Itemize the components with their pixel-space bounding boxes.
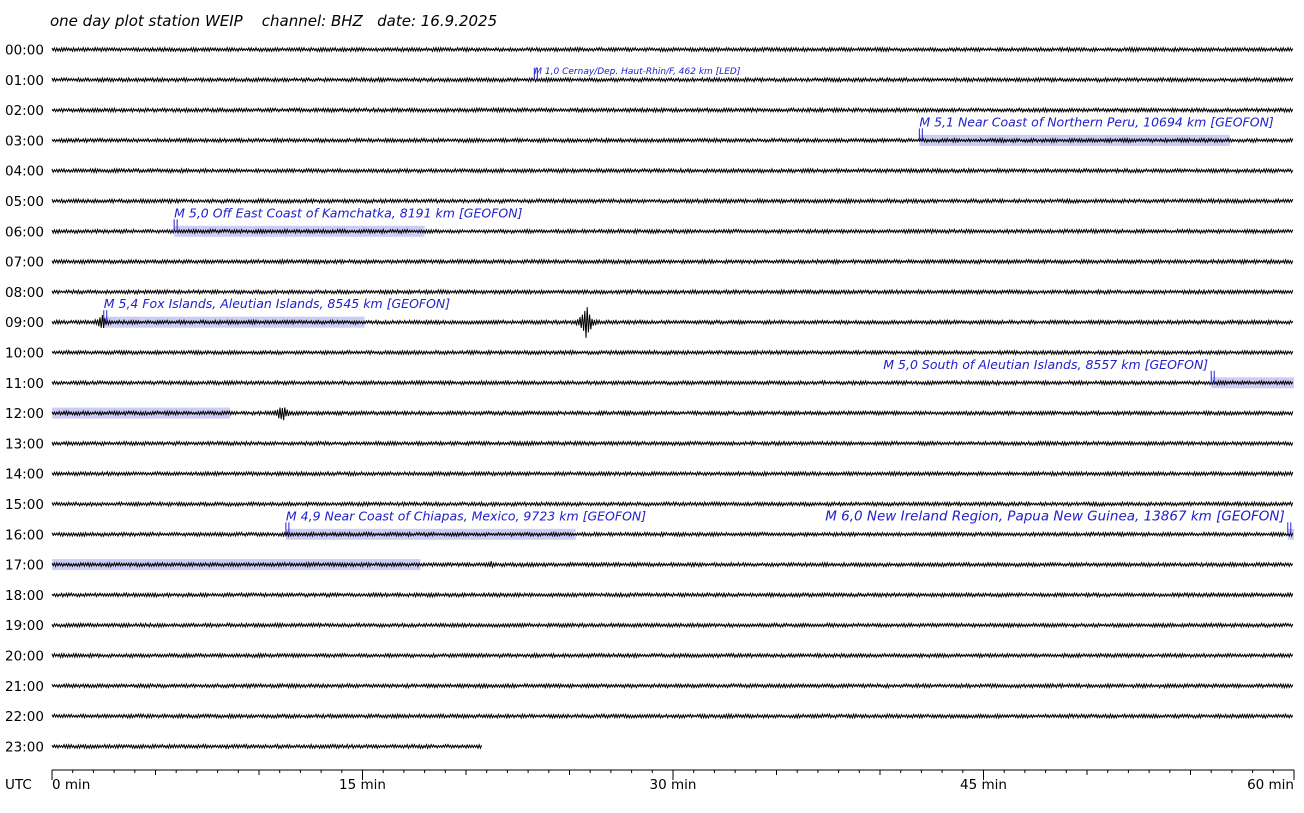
hour-label: 22:00 (5, 709, 44, 726)
traces (52, 48, 1293, 749)
event-label: M 5,0 Off East Coast of Kamchatka, 8191 km [GEOFON] (174, 205, 523, 221)
event-label: M 6,0 New Ireland Region, Papua New Guinea, 13867 km [GEOFON] (825, 508, 1285, 525)
hour-labels (5, 43, 44, 756)
hour-label: 07:00 (5, 254, 44, 271)
x-tick-label: 30 min (649, 777, 697, 793)
trace-2300 (52, 745, 482, 749)
trace-1300 (52, 442, 1293, 446)
utc-label: UTC (5, 777, 32, 793)
hour-label: 03:00 (5, 133, 44, 150)
trace-0100 (52, 78, 1293, 82)
hour-label: 18:00 (5, 587, 44, 604)
trace-1800 (52, 593, 1293, 597)
trace-0800 (52, 290, 1293, 294)
plot-title: one day plot station WEIP channel: BHZ date: 16.9.2025 (50, 12, 498, 30)
hour-label: 20:00 (5, 648, 44, 665)
hour-label: 16:00 (5, 527, 44, 544)
trace-0500 (52, 199, 1293, 203)
trace-2200 (52, 714, 1293, 718)
trace-0700 (52, 260, 1293, 264)
trace-0200 (52, 108, 1293, 112)
x-tick-label: 0 min (52, 777, 91, 793)
trace-1400 (52, 472, 1293, 476)
trace-1200 (52, 407, 1293, 420)
hour-label: 04:00 (5, 163, 44, 180)
trace-1600 (52, 532, 1293, 536)
trace-1500 (52, 502, 1293, 506)
trace-1900 (52, 623, 1293, 627)
hour-label: 12:00 (5, 406, 44, 423)
event-label: M 5,4 Fox Islands, Aleutian Islands, 8545 km [GEOFON] (103, 296, 451, 312)
x-tick-label: 45 min (960, 777, 1007, 793)
hour-label: 13:00 (5, 436, 44, 453)
x-tick-label: 15 min (339, 777, 386, 793)
hour-label: 23:00 (5, 739, 44, 756)
event-label: M 5,1 Near Coast of Northern Peru, 10694 km [GEOFON] (919, 114, 1274, 130)
hour-label: 01:00 (5, 72, 44, 89)
hour-label: 02:00 (5, 103, 44, 120)
hour-label: 09:00 (5, 315, 44, 332)
trace-0000 (52, 48, 1293, 52)
trace-2100 (52, 684, 1293, 688)
hour-label: 17:00 (5, 557, 44, 574)
hour-label: 00:00 (5, 42, 44, 59)
hour-label: 11:00 (5, 375, 44, 392)
hour-label: 10:00 (5, 345, 44, 362)
event-label: M 4,9 Near Coast of Chiapas, Mexico, 9723 km [GEOFON] (285, 508, 647, 524)
trace-0900 (52, 307, 1293, 338)
trace-1000 (52, 351, 1293, 355)
trace-2000 (52, 654, 1293, 658)
hour-label: 14:00 (5, 466, 44, 483)
hour-label: 08:00 (5, 284, 44, 301)
trace-1100 (52, 381, 1293, 385)
event-marker (825, 508, 1291, 534)
x-axis (5, 770, 1294, 793)
hour-label: 21:00 (5, 678, 44, 695)
event-marker (883, 357, 1214, 383)
hour-label: 19:00 (5, 618, 44, 635)
hour-label: 05:00 (5, 194, 44, 210)
x-tick-label: 60 min (1247, 777, 1294, 793)
hour-label: 06:00 (5, 224, 44, 241)
event-label: M 1,0 Cernay/Dep. Haut-Rhin/F, 462 km [LED] (534, 66, 741, 77)
trace-0400 (52, 169, 1293, 173)
hour-label: 15:00 (5, 497, 44, 513)
event-label: M 5,0 South of Aleutian Islands, 8557 km [GEOFON] (883, 356, 1209, 372)
